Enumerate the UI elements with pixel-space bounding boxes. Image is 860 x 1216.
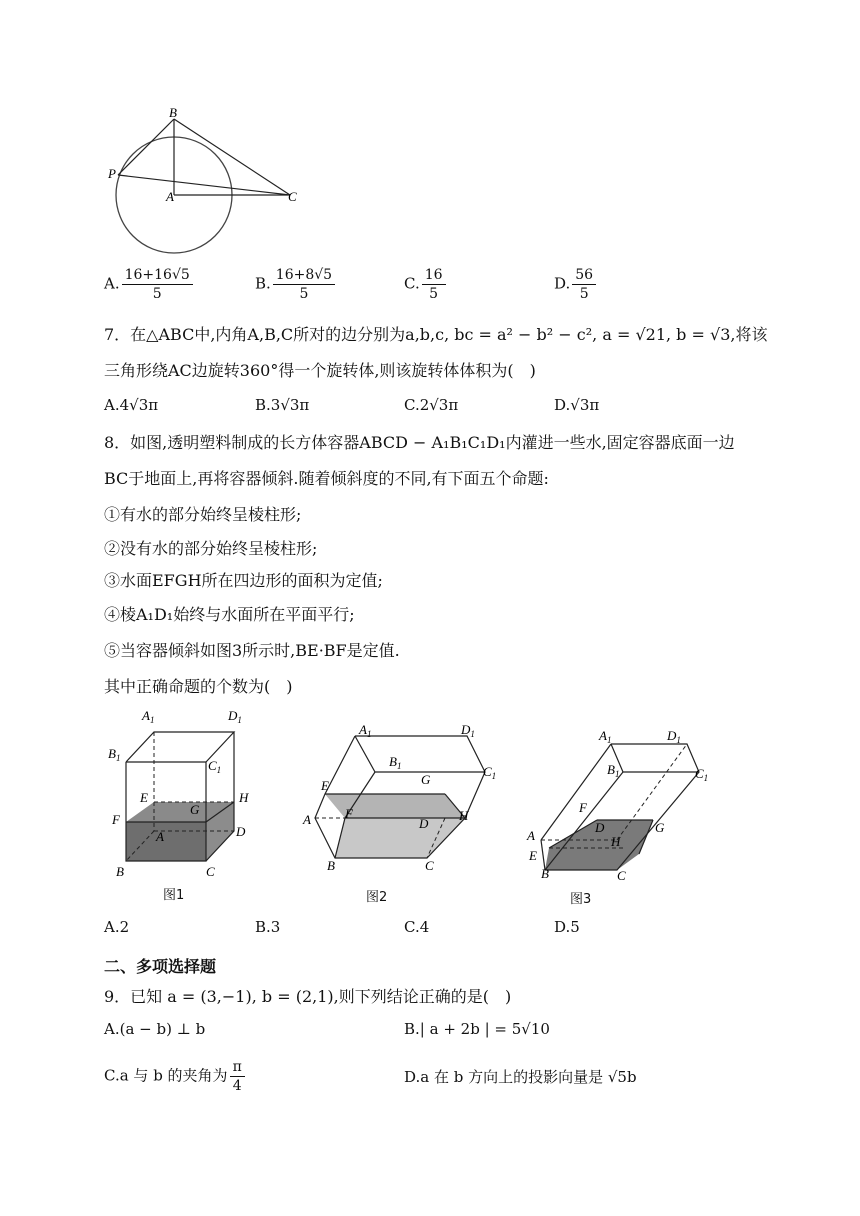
fig1-label-G: G [190, 802, 200, 817]
fig3-label-H: H [611, 834, 621, 849]
q6-choice-b-num: 16+8√5 [273, 266, 335, 285]
q8-prop-1: ①有水的部分始终呈棱柱形; [104, 505, 302, 524]
figure-3-tilted-cuboid [525, 722, 725, 884]
label-P: P [108, 166, 116, 181]
q6-choice-a-num: 16+16√5 [122, 266, 193, 285]
q8-question: 其中正确命题的个数为( ) [104, 677, 293, 696]
fig3-label-B: B [541, 866, 549, 881]
q9-line1: 9．已知 a = (3,−1), b = (2,1),则下列结论正确的是( ) [104, 987, 512, 1006]
figure-2-tilted-cuboid [295, 712, 515, 882]
label-B: B [169, 105, 177, 120]
q6-choice-c-letter: C. [404, 274, 420, 293]
fig3-label-A: A [527, 828, 535, 843]
q7-choice-b[interactable]: B.3√3π [255, 396, 310, 414]
q9-choice-d[interactable]: D.a 在 b 方向上的投影向量是 √5b [404, 1068, 637, 1086]
label-C: C [288, 189, 297, 204]
fig1-label-C1: $C_1$ [208, 758, 222, 775]
q8-line2: BC于地面上,再将容器倾斜.随着倾斜度的不同,有下面五个命题: [104, 469, 549, 488]
label-A: A [166, 189, 174, 204]
q7-choice-c[interactable]: C.2√3π [404, 396, 459, 414]
q9-choice-c-num: π [230, 1058, 245, 1077]
fig1-label-D1: $D_1$ [228, 708, 242, 725]
q6-choice-d-letter: D. [554, 274, 571, 293]
segment-PB [118, 119, 174, 175]
fig3-label-A1: $A_1$ [599, 728, 612, 745]
fig2-label-A: A [303, 812, 311, 827]
fig3-label-F: F [579, 800, 587, 815]
q6-choice-d-num: 56 [572, 266, 596, 285]
figure-1-caption: 图1 [163, 888, 185, 903]
q8-choice-b[interactable]: B.3 [255, 918, 281, 936]
figure-2-caption: 图2 [366, 890, 388, 905]
q8-choice-d[interactable]: D.5 [554, 918, 580, 936]
fig1-label-D: D [236, 824, 246, 839]
q6-choice-a[interactable] [104, 266, 193, 303]
fig2-label-D1: $D_1$ [461, 722, 475, 739]
fig2-label-F: F [345, 806, 353, 821]
q9-choice-a[interactable]: A.(a − b) ⊥ b [104, 1020, 206, 1038]
q9-choice-c-text: C.a 与 b 的夹角为 [104, 1066, 228, 1085]
fig2-label-D: D [419, 816, 429, 831]
q8-line1: 8．如图,透明塑料制成的长方体容器ABCD − A₁B₁C₁D₁内灌进一些水,固定容器底面一边 [104, 433, 735, 452]
fig2-label-H: H [459, 808, 469, 823]
water-front-face [126, 822, 206, 861]
q8-choice-c[interactable]: C.4 [404, 918, 430, 936]
fig1-label-E: E [140, 790, 148, 805]
q8-prop-5: ⑤当容器倾斜如图3所示时,BE·BF是定值. [104, 641, 400, 660]
fig2-label-G: G [421, 772, 431, 787]
fig3-label-C1: $C_1$ [695, 766, 709, 783]
fig3-label-B1: $B_1$ [607, 762, 620, 779]
fig1-label-H: H [239, 790, 249, 805]
fig1-label-A1: $A_1$ [142, 708, 155, 725]
q8-choice-a[interactable]: A.2 [104, 918, 130, 936]
fig1-label-A: A [156, 829, 164, 844]
fig1-label-B1: $B_1$ [108, 746, 121, 763]
fig1-label-B: B [116, 864, 124, 879]
q7-choice-a[interactable]: A.4√3π [104, 396, 159, 414]
fig3-label-D: D [595, 820, 605, 835]
q9-choice-c[interactable] [104, 1058, 245, 1095]
q8-prop-4: ④棱A₁D₁始终与水面所在平面平行; [104, 605, 355, 624]
fig2-label-E: E [321, 778, 329, 793]
q8-prop-2: ②没有水的部分始终呈棱柱形; [104, 539, 318, 558]
fig2-label-C: C [425, 858, 434, 873]
q6-choice-d[interactable] [554, 266, 596, 303]
q6-choice-b[interactable] [255, 266, 335, 303]
fig2-label-B: B [327, 858, 335, 873]
q7-choice-d[interactable]: D.√3π [554, 396, 600, 414]
figure-circle-triangle [100, 100, 310, 260]
q8-prop-3: ③水面EFGH所在四边形的面积为定值; [104, 571, 383, 590]
fig2-label-C1: $C_1$ [483, 764, 497, 781]
section-multiple-choice-title: 二、多项选择题 [104, 957, 217, 976]
q6-choice-c[interactable] [404, 266, 446, 303]
fig3-label-C: C [617, 868, 626, 883]
fig3-label-G: G [655, 820, 665, 835]
q6-choice-d-den: 5 [579, 286, 589, 302]
q7-line2: 三角形绕AC边旋转360°得一个旋转体,则该旋转体体积为( ) [104, 361, 536, 380]
fig2-label-A1: $A_1$ [359, 722, 372, 739]
q6-choice-a-den: 5 [152, 286, 162, 302]
fig3-label-E: E [529, 848, 537, 863]
q9-choice-b[interactable]: B.| a + 2b | = 5√10 [404, 1020, 550, 1038]
q6-choice-a-letter: A. [104, 274, 120, 293]
q6-choice-c-den: 5 [429, 286, 439, 302]
figure-1-cuboid [100, 700, 270, 910]
figure-3-caption: 图3 [570, 892, 592, 907]
fig2-label-B1: $B_1$ [389, 754, 402, 771]
q6-choice-b-den: 5 [299, 286, 309, 302]
fig1-label-C: C [206, 864, 215, 879]
fig3-label-D1: $D_1$ [667, 728, 681, 745]
q6-choice-c-num: 16 [422, 266, 446, 285]
q9-choice-c-den: 4 [232, 1078, 242, 1094]
q7-line1: 7．在△ABC中,内角A,B,C所对的边分别为a,b,c, bc = a² − b² − c², a = √21, b = √3,将该 [104, 325, 768, 344]
q6-choice-b-letter: B. [255, 274, 271, 293]
fig1-label-F: F [112, 812, 120, 827]
